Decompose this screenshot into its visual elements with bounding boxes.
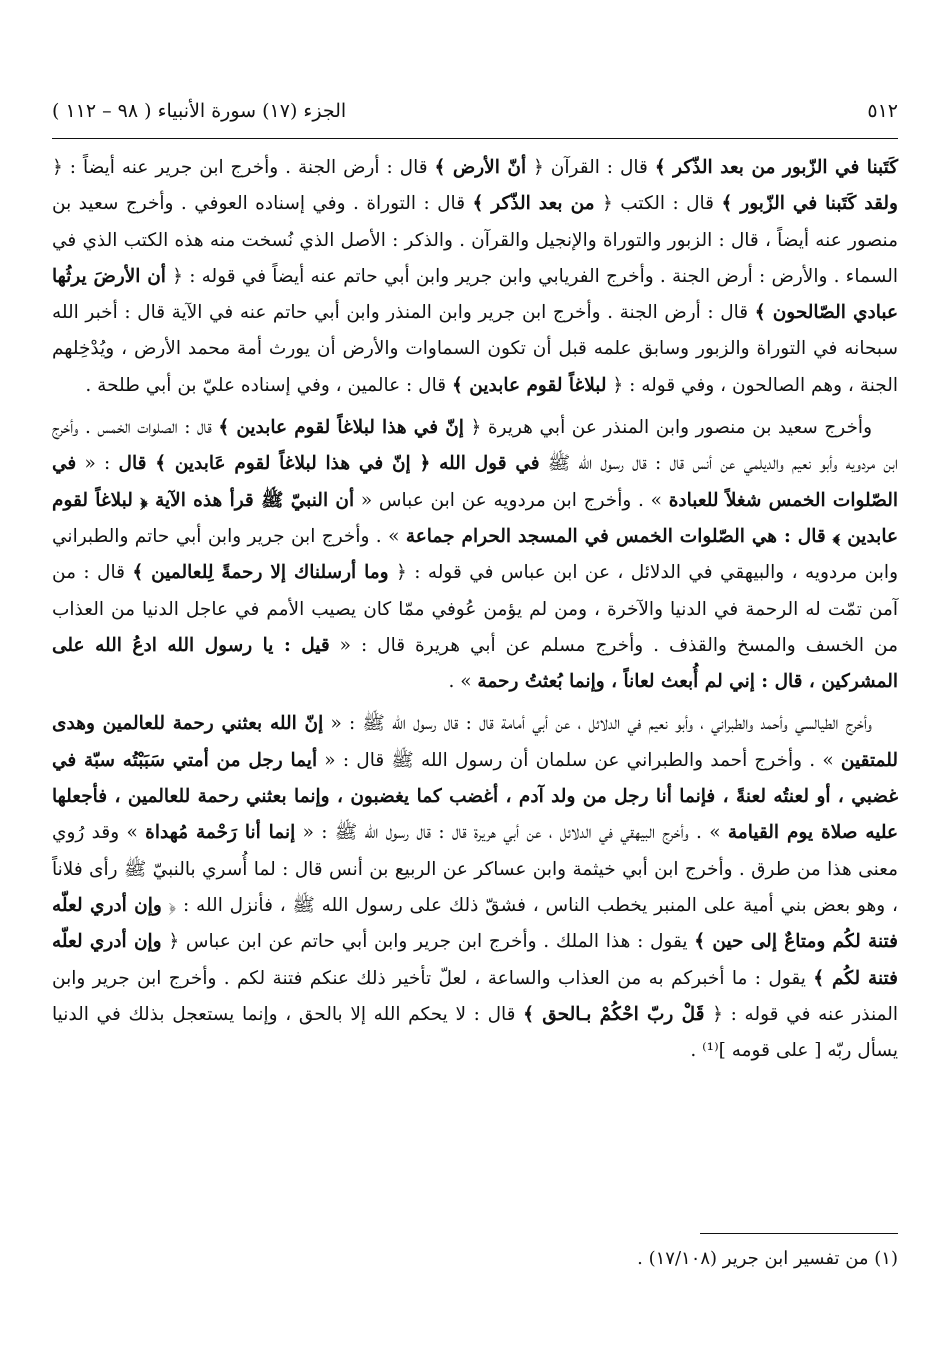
text-run: قال : التوراة . وفي إسناده العوفي . وأخرج سعيد بن منصور عنه أيضاً ، قال : الزبور والتوراة والإنجيل والقرآن . والذكر : الأصل الذي نُسخت منه هذه الكتب الذي في السماء . والأرض : أرض الجنة . وأخرج الفريابي وابن جرير وابن أبي حاتم عنه أيضاً في قوله : ﴿ <box>52 193 898 287</box>
text-run: يقول : هذا الملك . وأخرج ابن جرير وابن أبي حاتم عن ابن عباس ﴿ <box>161 931 695 953</box>
text-run: : « <box>76 453 119 475</box>
footnote: (١) من تفسير ابن جرير (١٧/١٠٨) . <box>637 1248 898 1269</box>
header-divider <box>52 138 898 139</box>
text-run: قال : لا يحكم الله إلا بالحق ، وإنما يستعجل بذلك في الدنيا يسأل ربّه [ على قومه ]⁽¹⁾ . <box>52 1003 898 1062</box>
quoted-text: في الصّلوات الخمس شغلاً للعبادة <box>52 453 898 511</box>
text-run: » . وأخرج ابن جرير وابن أبي حاتم والطبراني وابن مردويه ، والبيهقي في الدلائل ، عن ابن عباس في قوله : ﴿ <box>52 525 899 584</box>
text-run: » . <box>448 671 478 693</box>
text-run: » . وأخرج البيهقي في الدلائل ، عن أبي هريرة قال : قال رسول الله ﷺ : « <box>295 822 728 844</box>
paragraph-2 <box>52 410 898 700</box>
quoted-text: وما أرسلناك إلا رحمةً لِلعالمين ﴾ <box>132 562 389 584</box>
main-text <box>52 150 898 1069</box>
text-run: وأخرج الطيالسي وأحمد والطبراني ، وأبو نعيم في الدلائل ، عن أبي أمامة قال : قال رسول الله ﷺ : « <box>323 713 872 735</box>
page-number: ٥١٢ <box>867 100 898 122</box>
quoted-text: إنّ الله بعثني رحمة للعالمين وهدى للمتقين <box>52 713 898 771</box>
quoted-text: إنما أنا رَحْمة مُهداة <box>145 822 296 844</box>
text-run: قال : القرآن ﴿ <box>526 157 655 178</box>
quoted-text: ولقد كَتَبنا في الزّبور ﴾ <box>721 193 898 215</box>
quoted-text: أيما رجل من أمتي سَبَبْتُه سبّة في غضبي ، أو لعنتُه لعنةً ، فإنما أنا رجل من ولد آدم ، أغضب كما يغضبون ، وإنما بعثني رحمة للعالمين ، فأجعلها عليه صلاة يوم القيامة <box>52 749 898 844</box>
quoted-text: وإن أدري لعلّه فتنة لكُم ومتاعٌ إلى حين ﴾ <box>52 894 898 953</box>
text-run: يقول : ما أخبركم به من العذاب والساعة ، لعلّ تأخير ذلك عنكم فتنة لكم . وأخرج ابن جرير وابن المنذر عنه في قوله : ﴿ <box>52 967 898 1025</box>
text-run: » وقد رُوي معنى هذا من طرق . وأخرج ابن أبي خيثمة وابن عساكر عن الربيع بن أنس قال : لما أُسري بالنبيّ ﷺ رأى فلاناً ، وهو بعض بني أمية على المنبر يخطب الناس ، فشقّ ذلك على رسول الله ﷺ ، فأنزل الله : ﴿ <box>52 822 898 916</box>
quoted-text: قَلْ ربّ احْكُمْ بـالحق ﴾ <box>523 1003 705 1025</box>
text-run: قال : أرض الجنة . وأخرج ابن جرير وابن المنذر وابن أبي حاتم عنه في الآية قال : أخبر الله سبحانه في التوراة والزبور وسابق علمه قبل أن تكون السماوات والأرض أن يورث أمة محمد الأرض ، ويُدْخِلهم الجنة ، وهم الصالحون ، وفي قوله : ﴿ <box>52 302 898 396</box>
footnote-divider <box>700 1233 898 1234</box>
text-run: قال : عالمين ، وفي إسناده عليّ بن أبي طلحة . <box>85 374 452 396</box>
running-title: الجزء (١٧) سورة الأنبياء ( ٩٨ – ١١٢ ) <box>52 100 347 122</box>
quoted-text: قيل : يا رسول الله ادعُ الله على المشركين ، قال : إني لم أُبعث لعاناً ، وإنما بُعثتُ رحمة <box>52 634 898 693</box>
text-run: وأخرج سعيد بن منصور وابن المنذر عن أبي هريرة ﴿ <box>463 417 872 439</box>
quoted-text: من بعد الذّكر ﴾ <box>472 193 595 215</box>
quoted-text: أن النبيّ ﷺ قرأ هذه الآية ﴿ لبلاغاً لقوم عابدين ﴾ قال : هي الصّلوات الخمس في المسجد الحرام جماعة <box>52 489 898 547</box>
quoted-text: لبلاغاً لقوم عابدين ﴾ <box>451 374 607 396</box>
quoted-text: كَتَبنا في الزّبور من بعد الذّكر ﴾ <box>654 157 898 178</box>
quoted-text: أن الأرضَ يرثُها عبادي الصّالحون ﴾ <box>52 265 898 324</box>
paragraph-1 <box>52 150 898 404</box>
page-header <box>52 96 898 134</box>
paragraph-3 <box>52 706 898 1069</box>
text-run: » . وأخرج أحمد والطبراني عن سلمان أن رسول الله ﷺ قال : « <box>317 749 841 771</box>
text-run: قال : من آمن تمّت له الرحمة في الدنيا والآخرة ، ومن لم يؤمن عُوفي ممّا كان يصيب الأمم في عاجل الدنيا من العذاب من الخسف والمسخ والقذف . وأخرج مسلم عن أبي هريرة قال : « <box>52 562 898 656</box>
text-run: قال : الكتب ﴿ <box>594 193 722 215</box>
text-run: قال : الصلوات الخمس . وأخرج ابن مردويه وأبو نعيم والديلمي عن أنس قال : قال رسول الله ﷺ <box>52 417 898 475</box>
quoted-text: وإن أدري لعلّه فتنة لكُم ﴾ <box>52 931 898 989</box>
quoted-text: في قول الله ﴿ إنّ في هذا لبلاغاً لقوم عَابدين ﴾ قال <box>118 453 540 475</box>
text-run: » . وأخرج ابن مردويه عن ابن عباس « <box>354 489 669 511</box>
text-run: قال : أرض الجنة . وأخرج ابن جرير عنه أيضاً : ﴿ <box>52 157 435 178</box>
quoted-text: أنّ الأرض ﴾ <box>434 157 527 178</box>
quoted-text: إنّ في هذا لبلاغاً لقوم عابدين ﴾ <box>218 417 464 439</box>
